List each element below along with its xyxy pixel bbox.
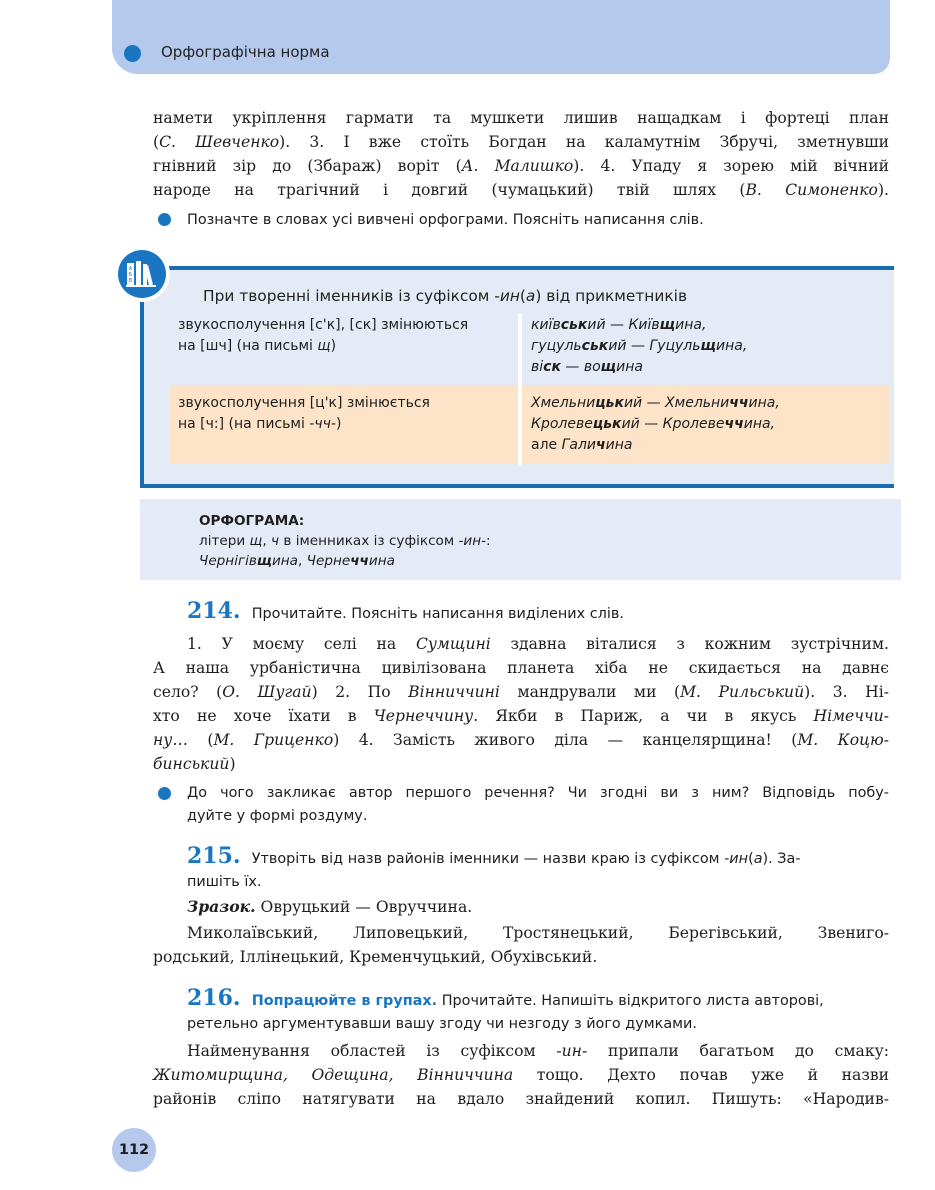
exercise-number: 216. xyxy=(187,985,241,1011)
exercise-215-sample: Зразок. Овруцький — Овруччина. xyxy=(187,897,473,916)
section-title: Орфографічна норма xyxy=(161,43,330,61)
example-line: Хмельницький — Хмельниччина, xyxy=(531,395,780,411)
exercise-number: 215. xyxy=(187,843,241,869)
text-line: Найменування областей із суфіксом -ин- припали багатьом до смаку: xyxy=(187,1042,890,1060)
task-note: Позначте в словах усі вивчені орфограми. Поясніть написання слів. xyxy=(187,212,704,228)
exercise-216-header xyxy=(187,985,889,1036)
text-line: 1. У моєму селі на Сумщині здавна віталися з кожним зустрічним. xyxy=(187,635,889,653)
text-line: Миколаївський, Липовецький, Тростянецький, Берегівський, Звениго- xyxy=(187,924,889,942)
books-icon xyxy=(118,250,166,298)
rule-text: звукосполучення [ц'к] змінюється xyxy=(178,395,430,411)
text-line: ну… (М. Гриценко) 4. Замість живого діла — канцелярщина! (М. Коцю- xyxy=(153,731,890,749)
text-line: хто не хоче їхати в Чернеччину. Якби в Париж, а чи в якусь Німеччи- xyxy=(153,707,889,725)
example-line: Кролевецький — Кролевеччина, xyxy=(531,416,775,432)
text-line: гнівний зір до (Збараж) воріт (А. Малишко). 4. Упаду я зорею мій вічний xyxy=(153,157,889,175)
exercise-214-note xyxy=(187,782,889,828)
rule-row1-left xyxy=(178,315,468,357)
exercise-215-words xyxy=(153,922,889,970)
rule-text: на [шч] (на письмі щ) xyxy=(178,338,337,354)
exercise-task: Прочитайте. Поясніть написання виділених слів. xyxy=(251,606,624,622)
rule-text: звукосполучення [с'к], [ск] змінюються xyxy=(178,317,469,333)
header-band xyxy=(112,0,890,74)
example-line: київський — Київщина, xyxy=(531,317,707,333)
svg-text:А: А xyxy=(128,266,133,272)
svg-text:Б: Б xyxy=(128,272,133,278)
note-line: До чого закликає автор першого речення? Чи згодні ви з ним? Відповідь побу- xyxy=(187,785,889,801)
exercise-214-header xyxy=(187,598,624,626)
note-line: дуйте у формі роздуму. xyxy=(187,808,368,824)
exercise-215-header xyxy=(187,843,889,894)
header-dot-icon xyxy=(124,45,141,62)
example-line: гуцульський — Гуцульщина, xyxy=(531,338,748,354)
top-paragraph xyxy=(153,107,889,203)
orfograma-content xyxy=(199,511,491,571)
text-line: А наша урбаністична цивілізована планета хіба не скидається на давнє xyxy=(153,659,889,677)
bullet-icon xyxy=(158,787,171,800)
bullet-icon xyxy=(158,213,171,226)
exercise-task-line: ретельно аргументувавши вашу згоду чи незгоду з його думками. xyxy=(187,1016,697,1032)
column-divider xyxy=(518,314,522,466)
rule-row2-examples xyxy=(531,393,780,456)
rule-row2-left xyxy=(178,393,430,435)
exercise-task-line: пишіть їх. xyxy=(187,874,262,890)
page-number: 112 xyxy=(112,1128,156,1172)
orfograma-title: ОРФОГРАМА: xyxy=(199,513,305,529)
orfograma-text: літери щ, ч в іменниках із суфіксом -ин-: xyxy=(199,533,491,549)
text-line: родський, Іллінецький, Кременчуцький, Обухівський. xyxy=(153,948,598,966)
rule-row1-examples xyxy=(531,315,747,378)
exercise-task-line: 216. Попрацюйте в групах. Прочитайте. Напишіть відкритого листа авторові, xyxy=(187,985,824,1011)
example-line: віск — вощина xyxy=(531,359,643,375)
rule-text: на [ч:] (на письмі -чч-) xyxy=(178,416,342,432)
svg-text:В: В xyxy=(128,278,133,284)
exercise-task-line: 215. Утворіть від назв районів іменники — назви краю із суфіксом -ин(а). За- xyxy=(187,843,801,869)
text-line: районів сліпо натягувати на вдало знайдений копил. Пишуть: «Народив- xyxy=(153,1090,889,1108)
rule-title: При творенні іменників із суфіксом -ин(а) від прикметників xyxy=(203,287,688,305)
exercise-216-text xyxy=(153,1040,889,1112)
text-line: бинський) xyxy=(153,755,236,773)
text-line: народе на трагічний і довгий (чумацький) твій шлях (В. Симоненко). xyxy=(153,181,889,199)
example-line: але Галичина xyxy=(531,437,633,453)
text-line: намети укріплення гармати та мушкети лишив нащадкам і фортеці план xyxy=(153,109,889,127)
text-line: Житомирщина, Одещина, Вінниччина тощо. Дехто почав уже й назви xyxy=(153,1066,889,1084)
exercise-number: 214. xyxy=(187,598,241,624)
text-line: (С. Шевченко). 3. І вже стоїть Богдан на каламутнім Збручі, зметнувши xyxy=(153,133,889,151)
text-line: село? (О. Шугай) 2. По Вінниччині мандрували ми (М. Рильський). 3. Ні- xyxy=(153,683,889,701)
orfograma-examples: Чернігівщина, Чернеччина xyxy=(199,553,395,569)
exercise-214-text xyxy=(153,633,889,777)
